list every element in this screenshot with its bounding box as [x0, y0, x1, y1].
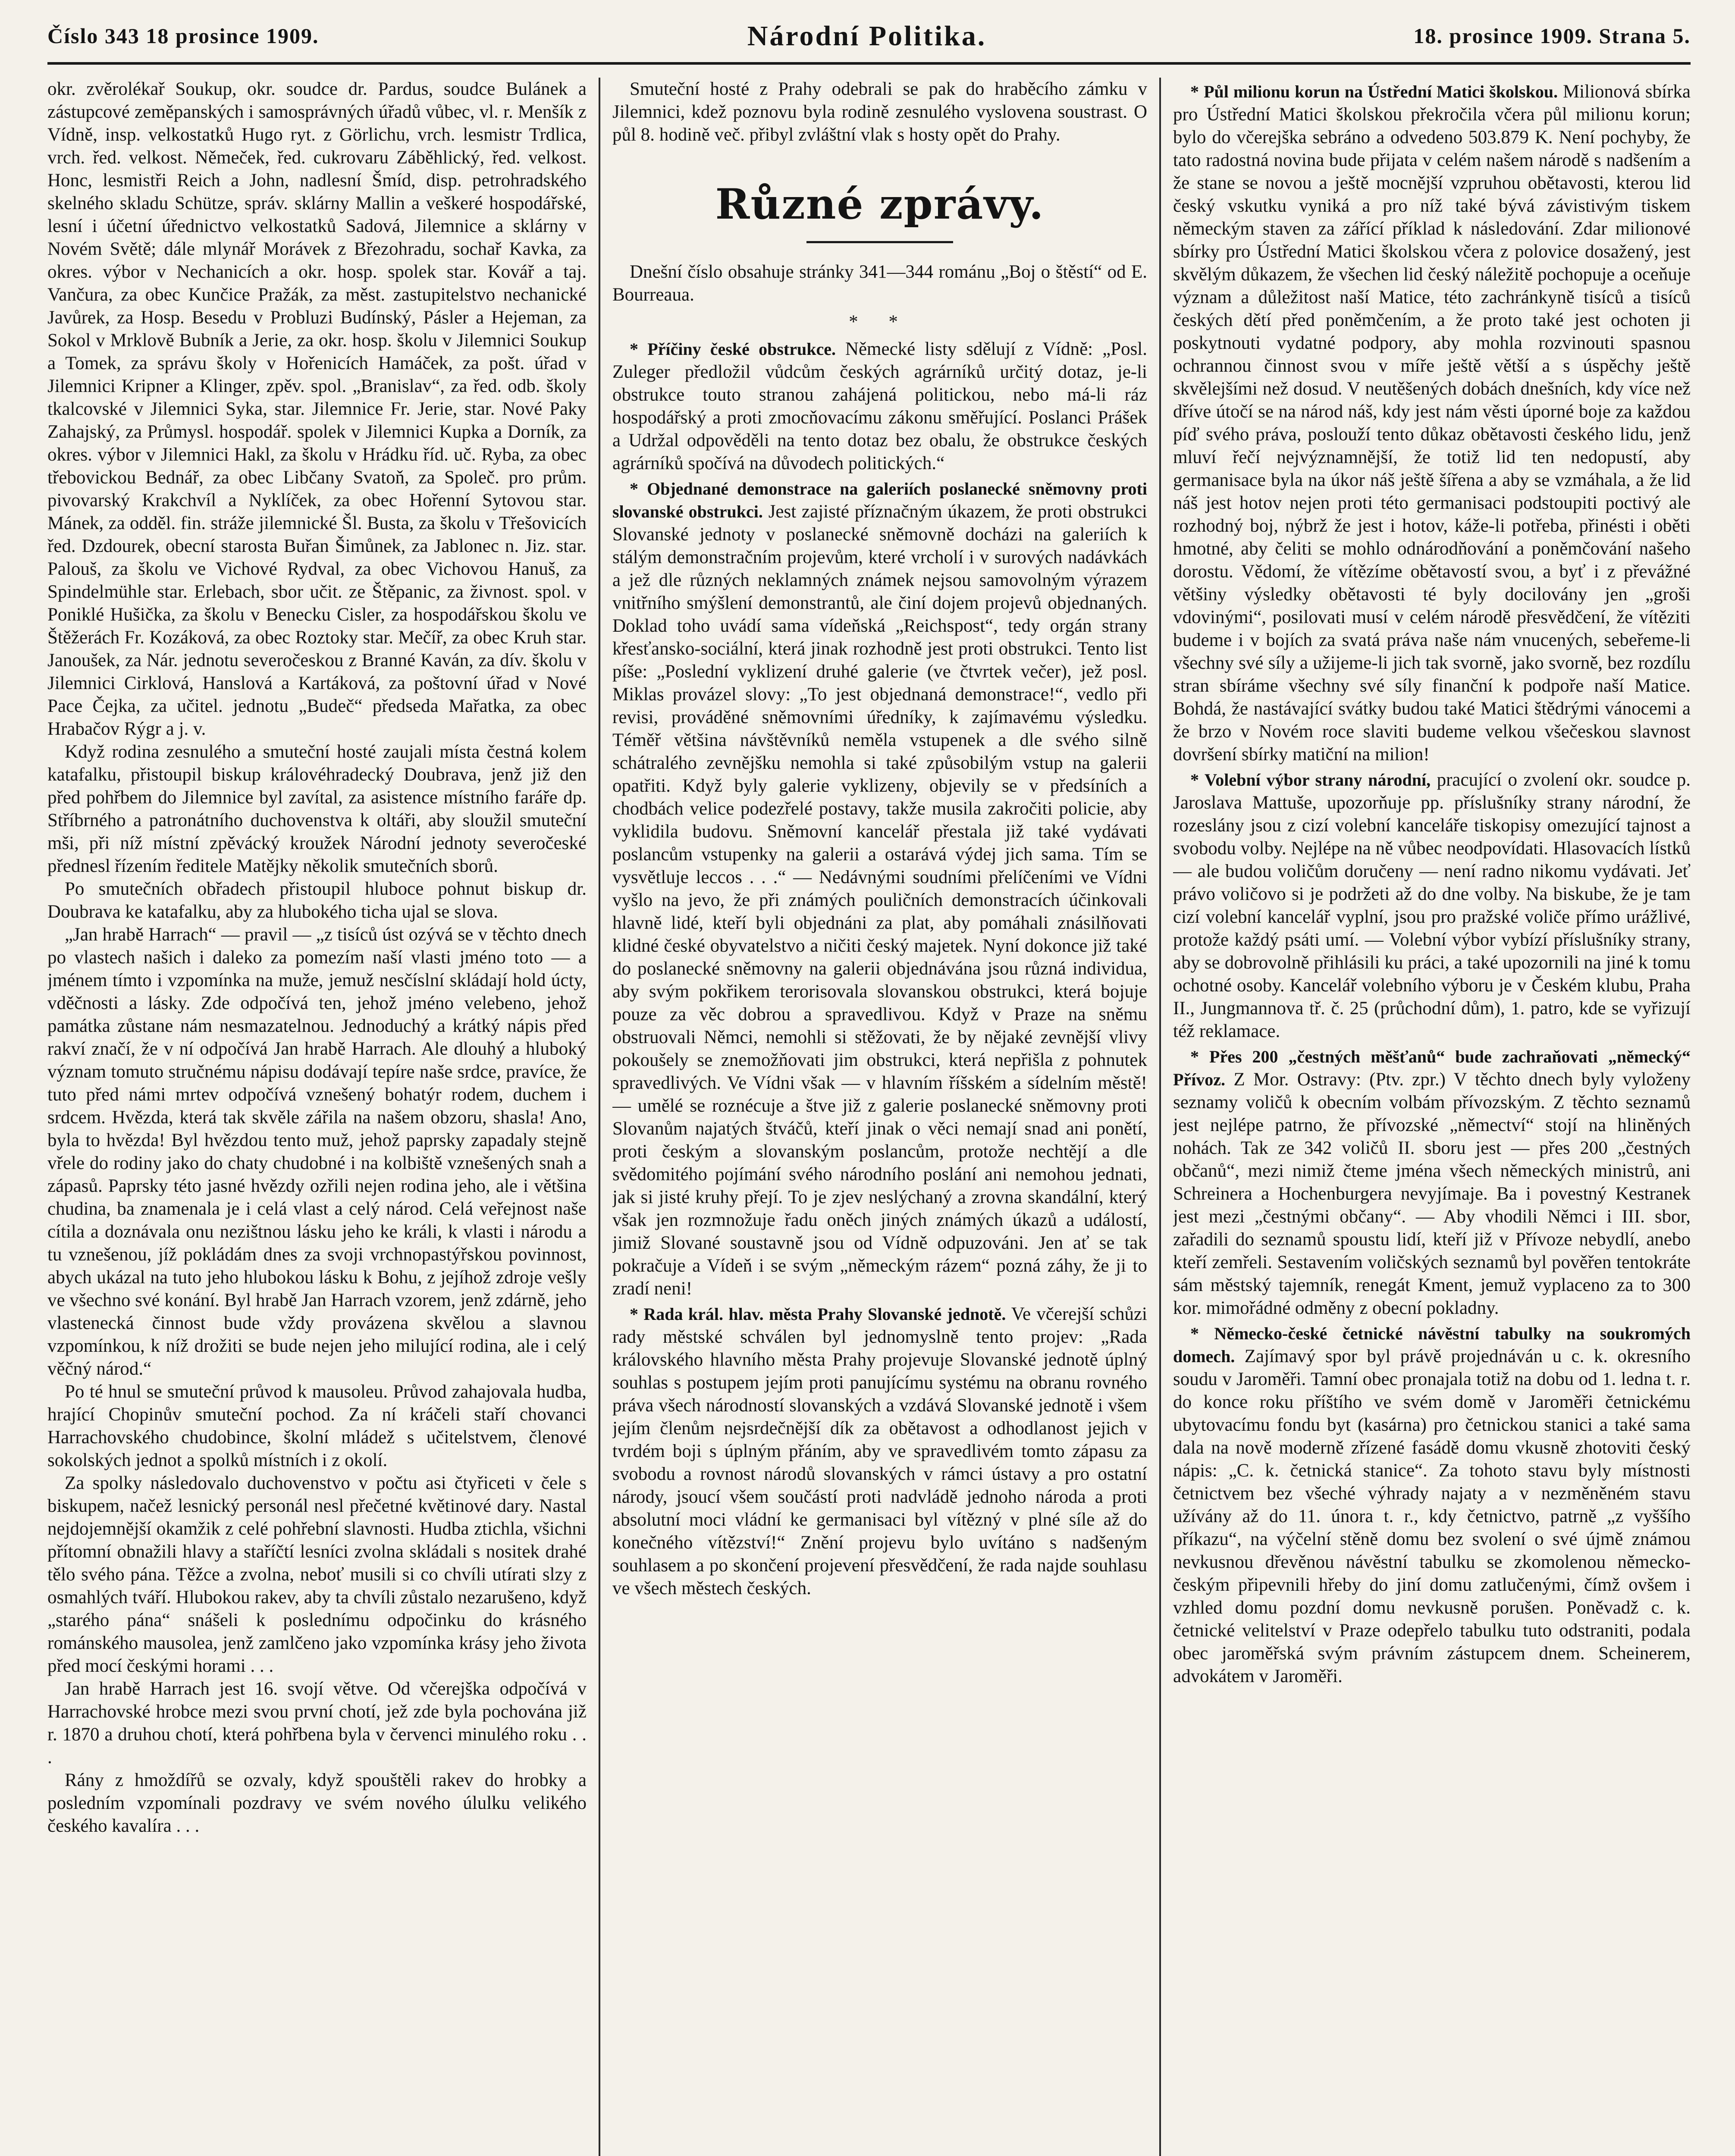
article-paragraph: okr. zvěrolékař Soukup, okr. soudce dr. Pardus, soudce Bulánek a zástupcové zeměpanských i samosprávných úřadů vůbec, vl. r. Menšík z Vídně, insp. velkostatků Hugo ryt. z Görlichu, vrch. lesmistr Trdlica, vrch. řed. velkost. Němeček, řed. cukrovaru Záběhlický, řed. velkost. Honc, lesmistři Reich a John, nadlesní Šmíd, disp. petrohradského skelného skladu Schütze, správ. sklárny Mallin a veškeré hospodářské, lesní i účetní úřednictvo velkostatků Sadová, Jilemnice a sklárny v Novém Světě; dále mlynář Morávek z Březohradu, sochař Kavka, za okres. výbor v Nechanicích a okr. hosp. spolek star. Kovář a taj. Vančura, za obec Kunčice Pražák, za měst. zastupitelstvo nechanické Javůrek, za Hosp. Besedu v Probluzi Budínský, Pásler a Hejeman, za Sokol v Mrklově Bubník a Jerie, za okr. hosp. školu v Jilemnici Soukup a Tomek, za správu školy v Hořenicích Hamáček, za pošt. úřad v Jilemnici Kripner a Klinger, zpěv. spol. „Branislav“, za řed. odb. školy tkalcovské v Jilemnici Syka, star. Jilemnice Fr. Jerie, star. Nové Paky Zahajský, za Průmysl. hospodář. spolek v Jilemnici Kupka a Dorník, za okres. výbor v Jilemnici Hakl, za školu v Hrádku říd. uč. Ryba, za obec třebovickou Bednář, za obec Libčany Svatoň, za Společ. pro prům. pivovarský Krakchvíl a Nyklíček, za obec Hořenní Sytovou star. Mánek, za odděl. fin. stráže jilemnické Šl. Busta, za školu v Třešovicích řed. Dzdourek, obecní starosta Buřan Šimůnek, za Jablonec n. Jiz. star. Palouš, za školu ve Vichové Rydval, za obec Vichovou Hanuš, za Spindelmühle star. Erlebach, sbor učit. ze Štěpanic, za živnost. spol. v Poniklé Hušička, za školu v Benecku Cisler, za hospodářskou školu ve Štěžerách Fr. Kozáková, za obec Roztoky star. Mečíř, za obec Kruh star. Janoušek, za Nár. jednotu severočeskou z Branné Kaván, za dív. školu v Jilemnici Cirklová, Hanslová a Kartáková, za poštovní úřad v Nové Pace Čejka, za učitel. jednotu „Budeč“ předseda Mařatka, za obec Hrabačov Rýgr a j. v.	[47, 79, 587, 739]
news-item-heading: * Příčiny české obstrukce.	[630, 339, 836, 359]
article-paragraph: Po té hnul se smuteční průvod k mausoleu. Průvod zahajovala hudba, hrající Chopinův smuteční pochod. Za ní kráčeli staří chovanci Harrachovského chudobince, školní mládež s učitelstvem, členové sokolských jednot a spolků místních i z okolí.	[47, 1382, 587, 1470]
news-item-heading: * Objednané demonstrace na galeriích poslanecké sněmovny proti slovanské obstrukci.	[612, 479, 1147, 521]
article-paragraph: „Jan hrabě Harrach“ — pravil — „z tisíců úst ozývá se v těchto dnech po vlastech našich i daleko za pomezím naší vlasti jméno toto — a jménem tímto i vzpomínka na muže, jemuž nesčíslní skládají hold úcty, vděčnosti a lásky. Zde odpočívá ten, jehož jméno velebeno, jehož památka zůstane nám nesmazatelnou. Jednoduchý a krátký nápis před rakví značí, že v ní odpočívá Jan hrabě Harrach. Ale dlouhý a hluboký význam tomuto stručnému nápisu dodávají tepíre naše srdce, pravíce, že tuto před námi mrtev odpočívá vznešený bohatýr rodem, duchem i srdcem. Hvězda, která tak skvěle zářila na našem obzoru, shasla! Ano, byla to hvězda! Byl hvězdou tento muž, jehož paprsky zapadaly stejně vřele do rodiny jako do chaty chudobné i na kolbiště vznešených snah a zápasů. Paprsky této jasné hvězdy ozřili nejen rodina jeho, ale i většina chudina, ba znamenala je i celá vlast a celý národ. Celá veřejnost naše cítila a doznávala onu nezištnou lásku jeho ke králi, k vlasti i národu a tu vznešenou, jíž pokládám dnes za svoji vrchnopastýřskou povinnost, abych ukázal na tuto jeho hlubokou lásku k Bohu, z jejíhož zdroje vešly ve všechno své konání. Byl hrabě Jan Harrach vzorem, jenž zdárně, jeho vlastenecká činnost bude vždy provázena skvělou a slavnou vzpomínkou, k níž drožiti se bude nejen jeho milující rodina, ale i celý věčný národ.“	[47, 924, 587, 1379]
column-1	[47, 78, 587, 2156]
article-paragraph: Smuteční hosté z Prahy odebrali se pak do hraběcího zámku v Jilemnici, kdež poznovu byla rodině zesnulého vyslovena soustrast. O půl 8. hodině več. přibyl zvláštní vlak s hosty opět do Prahy.	[612, 79, 1147, 145]
news-item-text: Německé listy sdělují z Vídně: „Posl. Zuleger předložil vůdcům českých agrárníků určitý dotaz, je-li obstrukce touto stranou zahájená politickou, nebo má-li ráz hospodářský a proti zmocňovacímu zákonu směřující. Poslanci Prášek a Udržal odpověděli na tento dotaz bez obalu, že obstrukce českých agrárníků spočívá na důvodech politických.“	[612, 339, 1147, 473]
lead-paragraph: Dnešní číslo obsahuje stránky 341—344 románu „Boj o štěstí“ od E. Bourreaua.	[612, 262, 1147, 305]
news-item-text: Zajímavý spor byl právě projednáván u c. k. okresního soudu v Jaroměři. Tamní obec pronajala totiž na dobu od 1. ledna t. r. do konce roku příštího ve svém domě v Jaroměři četnickému ubytovacímu fondu byt (kasárna) pro četnickou stanici a také sama dala na nově moderně zřízené fasádě domu vkusně zhotoviti český nápis: „C. k. četnická stanice“. Za tohoto stavu byly místnosti četnictvem bez všeché výhrady najaty a v nezměněném stavu užívány až do 11. února t. r., kdy četnictvo, patrně „z vyššího příkazu“, na výčelní stěně domu bez svolení o své újmě známou nevkusnou dřevěnou návěstní tabulku se zkomolenou německo-českým připevnili hřeby do jiní domu zatlučenými, čímž ovšem i vzhled domu pozdní domu nevkusně porušen. Poněvadž c. k. četnické velitelství v Praze odepřelo tabulku tuto odstraniti, podala obec jaroměřská svým právním zástupcem dnem. Scheinerem, advokátem v Jaroměři.	[1173, 1346, 1691, 1686]
news-item	[612, 477, 1147, 1300]
column-3	[1173, 78, 1691, 2156]
news-item-heading: * Půl milionu korun na Ústřední Matici školskou.	[1190, 82, 1558, 101]
news-item-heading: * Volební výbor strany národní,	[1190, 770, 1431, 790]
page-number: 18. prosince 1909. Strana 5.	[1413, 24, 1691, 48]
news-item	[1173, 1322, 1691, 1688]
news-item	[612, 1303, 1147, 1600]
news-item	[1173, 768, 1691, 1043]
news-item-text: Z Mor. Ostravy: (Ptv. zpr.) V těchto dnech byly vyloženy seznamy voličů k obecním volbám přívozským. Z těchto seznamů jest nejlépe patrno, že přívozské „němectví“ stojí na hliněných nohách. Tak ze 342 voličů II. sboru jest — přes 200 „čestných občanů“, mezi nimiž čteme jména všech německých ministrů, ani Schreinera a Hochenburgera nevyjímaje. Ba i povestný Kestranek jest mezi „čestnými občany“. — Aby vhodili Němci i III. sbor, zařadili do seznamů spoustu lidí, kteří již v Přívoze nebydlí, anebo kteří zemřeli. Sestavením voličských seznamů byl pověřen tentokráte sám městský tajemník, renegát Kment, jemuž vyplaceno za to 300 kor. mimořádné odměny z obecní pokladny.	[1173, 1069, 1691, 1318]
column-divider	[599, 78, 600, 2156]
news-item	[1173, 1045, 1691, 1319]
newspaper-title: Národní Politika.	[747, 20, 987, 52]
news-item-heading: * Rada král. hlav. města Prahy Slovanské jednotě.	[630, 1304, 1006, 1324]
issue-date: Číslo 343 18 prosince 1909.	[47, 24, 319, 48]
column-2	[612, 78, 1147, 2156]
news-item	[612, 338, 1147, 475]
news-item-text: Jest zajisté příznačným úkazem, že proti obstrukci Slovanské jednoty v poslanecké sněmovně docházi na galeriích k stálým demonstračním projevům, které vrcholí i v surových nadávkách a jež dle různých neklamných známek nejsou samovolným výrazem vnitřního smýšlení demonstrantů, ale činí dojem projevů objednaných. Doklad toho uvádí sama vídeňská „Reichspost“, tedy orgán strany křesťansko-sociální, která jinak rozhodně jest proti obstrukci. Tento list píše: „Poslední vyklizení druhé galerie (ve čtvrtek večer), jež posl. Miklas provázel slovy: „To jest objednaná demonstrace!“, vedlo při revisi, prováděné sněmovními úředníky, k zajímavému výsledku. Téměř většina návštěvníků neměla vstupenek a dle svého silně schátralého zevnějšku nemohla si také způsobilým vstup na galerii opatřiti. Když byly galerie vyklizeny, objevily se v předsíních a chodbách velice podezřelé postavy, takže musila zakročiti policie, aby vyklidila budovu. Sněmovní kancelář přestala již také vydávati poslancům vstupenky na galerii a ostarává výdej jich sama. Tím se vysvětluje leccos . . .“ — Nedávnými soudními přelíčeními ve Vídni vyšlo na jevo, že při známých pouličních demonstracích účinkovali hlavně lidé, kteří byli objednáni za plat, aby pomáhali znásilňovati klidné české obyvatelstvo a ničiti český majetek. Nyní dokonce již také do poslanecké sněmovny na galerii objednávána jsou různá individua, aby svým pokřikem terorisovala slovanskou obstrukci, která bojuje pouze za věc dobrou a spravedlivou. Když v Praze na sněmu obstruovali Němci, nemohli si stěžovati, že by nějaké zevnější vlivy pokoušely se znemožňovati jim obstrukci, která nepřišla z pohnutek spravedlivých. Ve Vídni však — v hlavním říšském a sídelním městě! — umělé se roznécuje a štve již z galerie poslanecké sněmovny proti Slovanům najatých štváčů, kteří jinak o věci nemají snad ani ponětí, proti českým a slovanským poslancům, protože nechtějí a dle svědomitého pojímání svého národního poslání ani nemohou jednati, jak si jisté kruhy přejí. To je zjev neslýchaný a zrovna skandální, který však jen rozmnožuje řadu oněch jiných známých úkazů a událostí, jimiž Slované soustavně jsou od Vídně odpuzováni. Jen ať se tak pokračuje a Vídeň i se svým „německým rázem“ pozná záhy, že ji to zradí neni!	[612, 501, 1147, 1299]
column-divider	[1159, 78, 1161, 2156]
section-title: Různé zprávy.	[715, 180, 1045, 229]
separator: * *	[849, 312, 911, 332]
article-paragraph: Jan hrabě Harrach jest 16. svojí větve. Od včerejška odpočívá v Harrachovské hrobce mezi svou první chotí, jež zde byla pochována již r. 1870 a druhou chotí, která pohřbena byla v červenci minulého roku . . .	[47, 1679, 587, 1767]
news-item-heading: * Přes 200 „čestných měšťanů“ bude zachraňovati „německý“ Přívoz.	[1173, 1047, 1691, 1089]
news-item-text: Milionová sbírka pro Ústřední Matici školskou překročila včera půl milionu korun; bylo do včerejška sebráno a odvedeno 503.879 K. Není pochyby, že tato radostná novina bude přijata v celém našem národě s nadšením a že stane se novou a ještě mocnější vzpruhou obětavosti, kterou lid český vskutku vyniká a pro níž také bývá závistivým tiskem německým staven za zářící příklad k následování. Zdar milionové sbírky pro Ústřední Matici školskou včera z polovice dosažený, jest skvělým důkazem, že všechen lid český náležitě pochopuje a oceňuje význam a důležitost naší Matice, této zachránkyně tisíců a tisíců českých dětí před poněmčením, a že proto také jest ochoten ji poskytnouti vydatné podpory, aby mohla rozvinouti spasnou ochrannou činnost svou v míře ještě větší a s úspěchy ještě skvělejšími než dosud. V neutěšených dobách dnešních, kdy více než dříve útočí se na národ náš, kdy jest nám věsti úporné boje za každou píď svého práva, poslouží tento důkaz obětavosti českého lidu, jenž mluví řečí nejvýznamnější, že totiž lid ten nedopustí, aby germanisace byla na úkor náš ještě šířena a aby se vzmáhala, a že lid náš jest hotov nejen proti této germanisaci podstoupiti poctivý ale rozhodný boj, nýbrž že jest i hotov, káže-li potřeba, přinésti i oběti hmotné, aby čeliti se mohlo odnárodňování a poněmčování našeho dorostu. Vědomí, že vítězíme obětavostí svou, a byť i z převážné většiny výsledky obětavosti té byly docilovány jen „groši vdovinými“, posilovati musí v celém národě přesvědčení, že vítěziti budeme i v bojích za svatá práva naše nám vnucených, sebeřeme-li všechny své síly a užijeme-li jich tak svorně, jako svorně, bez rozdílu stran sbíráme všechny své síly finanční k podpoře naší Matice. Bohdá, že nastávající svátky budou také Matici štědrými vánocemi a že brzo v Novém roce slaviti budeme velkou všečeskou slavnost dovršení sbírky matiční na milion!	[1173, 81, 1691, 765]
masthead	[47, 17, 1691, 65]
news-item	[1173, 80, 1691, 766]
article-paragraph: Za spolky následovalo duchovenstvo v počtu asi čtyřiceti v čele s biskupem, načež lesnický personál nesl přečetné květinové dary. Nastal nejdojemnější okamžik z celé pohřební slavnosti. Hudba ztichla, všichni přítomní obnažili hlavy a staříčtí lesníci zvolna skládali s nositek drahé tělo svého pána. Těžce a zvolna, neboť musili si co chvíli utírati slzy z osmahlých tváří. Hlubokou rakev, aby ta chvíli zůstalo nezarušeno, když „starého pána“ snášeli k poslednímu odpočinku do krásného románského mausolea, jenž zamlčeno jako vzpomínka krásy jeho života před mocí českými horami . . .	[47, 1473, 587, 1676]
masthead-rule	[47, 62, 1691, 65]
news-item-heading: * Německo-české četnické návěstní tabulky na soukromých domech.	[1173, 1324, 1691, 1366]
news-item-text: pracující o zvolení okr. soudce p. Jaroslava Mattuše, upozorňuje pp. příslušníky strany národní, že rozeslány jsou z cizí volební kanceláře tiskopisy omezující tajnost a svobodu volby. Nejlépe na ně vůbec neodpovídati. Hlasovacích lístků — ale budou voličům doručeny — není radno nikomu vydávati. Jeť právo voličovo si je podržeti až do dne volby. Na biskube, že je tam cizí volební kancelář vyplní, jsou pro pražské voliče přímo urážlivé, protože každý psáti umí. — Volební výbor vybízí příslušníky strany, aby se dobrovolně přihlásili ku práci, a také upozornili na jiné k tomu ochotné osoby. Kancelář volebního výboru je v Českém klubu, Praha II., Jungmannova tř. č. 25 (průchodní dům), 1. patro, kde se vyřizují též reklamace.	[1173, 770, 1691, 1041]
article-paragraph: Rány z hmoždířů se ozvaly, když spouštěli rakev do hrobky a posledním vzpomínali pozdravy ve svém nového úlulku velikého českého kavalíra . . .	[47, 1770, 587, 1836]
news-item-text: Ve včerejší schůzi rady městské schválen byl jednomyslně tento projev: „Rada královského hlavního města Prahy projevuje Slovanské jednotě úplný souhlas s postupem jejím proti panujícímu systému na obranu rovného práva všech národností slovanských a vzdává Slovanské jednotě i všem jejím členům nejsrdečnější dík za obětavost a odhodlanost jejich v tvrdém boji s úplným přáním, aby ve spravedlivém tomto zápasu za svobodu a rovnost národů slovanských v rámci ústavy a pro ostatní národy, jsoucí všem součástí proti nadvládě jednoho národa a proti absolutní moci vládní ke germanisaci byl vítězný v plné síle až do konečného vítězství!“ Znění projevu bylo uvítáno s nadšeným souhlasem a po skončení projevení přesvědčení, že rada najde souhlasu ve všech městech českých.	[612, 1304, 1147, 1598]
article-paragraph: Po smutečních obřadech přistoupil hluboce pohnut biskup dr. Doubrava ke katafalku, aby za hlubokého ticha ujal se slova.	[47, 879, 587, 922]
title-rule	[806, 241, 953, 243]
article-paragraph: Když rodina zesnulého a smuteční hosté zaujali místa čestná kolem katafalku, přistoupil biskup královéhradecký Doubrava, jenž již den před pohřbem do Jilemnice byl zavítal, za asistence místního faráře dp. Stříbrného a patronátního duchovenstva k oltáři, aby sloužil smuteční mši, při níž místní zpěvácký kroužek Národní jednoty severočeské přednesl řízením ředitele Matějky několik smutečních sborů.	[47, 742, 587, 876]
